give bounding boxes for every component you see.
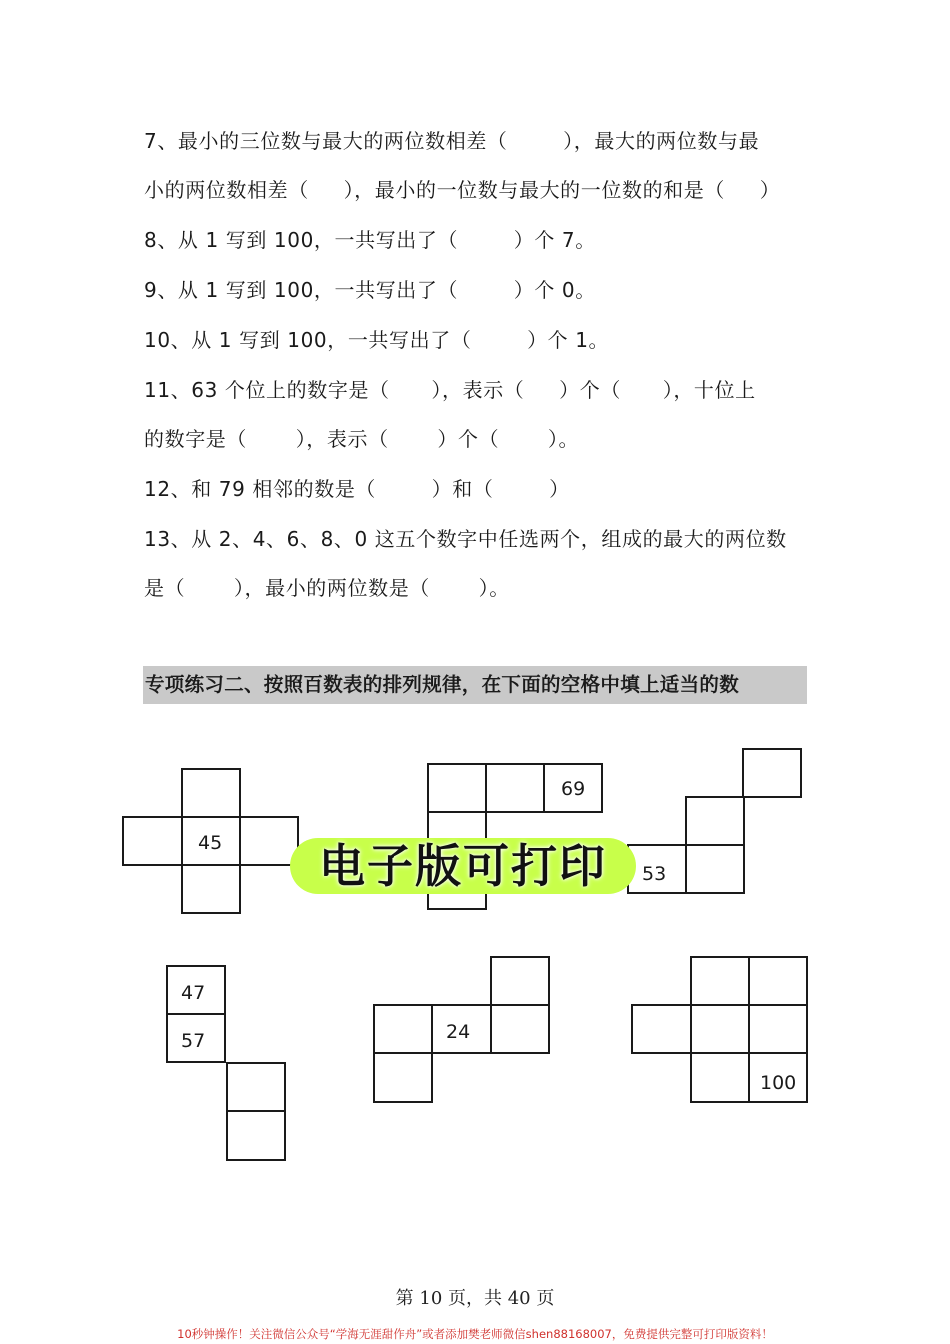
cell-number: 24: [446, 1021, 471, 1043]
grid-cell[interactable]: [373, 1004, 433, 1054]
cell-number: 45: [198, 832, 223, 854]
question-9: 9、从 1 写到 100，一共写出了（ ）个 0。: [144, 278, 596, 302]
question-13-line-2: 是（ ），最小的两位数是（ ）。: [144, 576, 510, 600]
grid-cell[interactable]: [690, 956, 750, 1006]
question-11-line-1: 11、63 个位上的数字是（ ），表示（ ）个（ ），十位上: [144, 378, 756, 402]
cell-number: 53: [642, 863, 667, 885]
grid-cell[interactable]: [226, 1110, 286, 1161]
grid-cell[interactable]: [631, 1004, 692, 1054]
grid-cell[interactable]: [373, 1052, 433, 1103]
grid-cell[interactable]: [122, 816, 183, 866]
page-number: 第 10 页，共 40 页: [395, 1288, 555, 1309]
question-11-line-2: 的数字是（ ），表示（ ）个（ ）。: [144, 427, 580, 451]
grid-cell[interactable]: [690, 1004, 750, 1054]
grid-cell[interactable]: [742, 748, 802, 798]
question-10: 10、从 1 写到 100，一共写出了（ ）个 1。: [144, 328, 610, 352]
grid-cell[interactable]: [490, 956, 550, 1006]
grid-cell[interactable]: [685, 844, 745, 894]
grid-cell[interactable]: [748, 956, 808, 1006]
question-7-line-2: 小的两位数相差（ ），最小的一位数与最大的一位数的和是（ ）: [144, 178, 781, 202]
question-8: 8、从 1 写到 100，一共写出了（ ）个 7。: [144, 228, 596, 252]
cell-number: 69: [561, 778, 586, 800]
grid-cell[interactable]: [181, 768, 241, 818]
question-12: 12、和 79 相邻的数是（ ）和（ ）: [144, 477, 570, 501]
cell-number: 47: [181, 982, 206, 1004]
grid-cell[interactable]: [490, 1004, 550, 1054]
cell-number: 100: [760, 1072, 797, 1094]
grid-cell[interactable]: [685, 796, 745, 846]
grid-cell[interactable]: [748, 1004, 808, 1054]
grid-cell[interactable]: [427, 763, 487, 813]
grid-cell[interactable]: [226, 1062, 286, 1112]
question-7-line-1: 7、最小的三位数与最大的两位数相差（ ），最大的两位数与最: [144, 129, 760, 153]
section-title: 专项练习二、按照百数表的排列规律，在下面的空格中填上适当的数: [143, 666, 807, 704]
watermark-stamp: 电子版可打印: [290, 838, 636, 894]
cell-number: 57: [181, 1030, 206, 1052]
grid-cell[interactable]: [690, 1052, 750, 1103]
grid-cell[interactable]: [485, 763, 545, 813]
footer-note: 10秒钟操作！关注微信公众号“学海无涯甜作舟”或者添加樊老师微信shen88168007，免费提供完整可打印版资料！: [177, 1327, 773, 1341]
grid-cell[interactable]: [181, 864, 241, 914]
question-13-line-1: 13、从 2、4、6、8、0 这五个数字中任选两个，组成的最大的两位数: [144, 527, 787, 551]
